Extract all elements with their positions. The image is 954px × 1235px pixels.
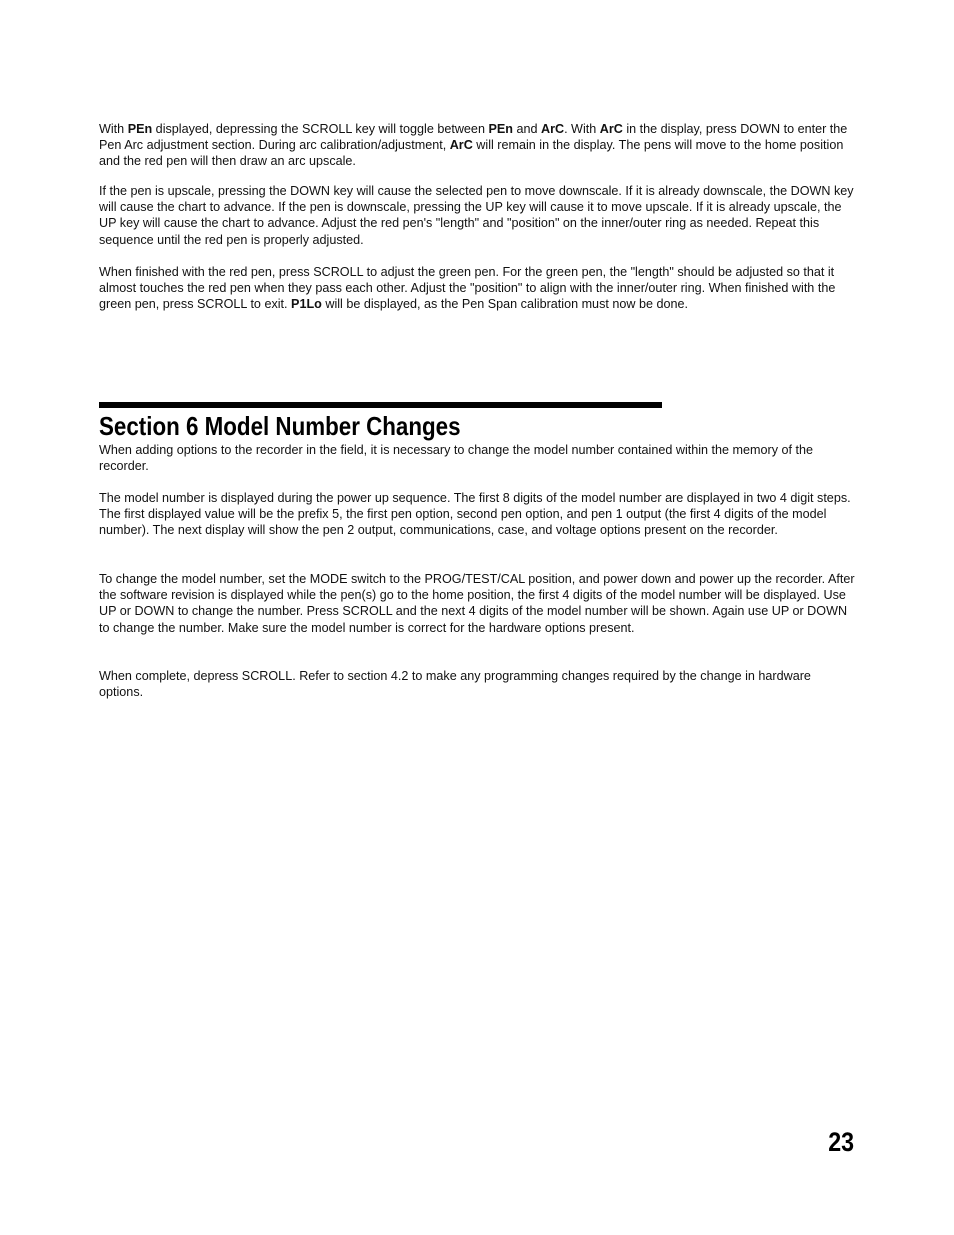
paragraph-model-display: The model number is displayed during the power up sequence. The first 8 digits of the model number are displayed in two 4 digit steps. The first displayed value will be the prefix 5, the first pen option, second pen option, and pen 1 output (the first 4 digits of the model number). The next display will show the pen 2 output, communications, case, and voltage options present on the recorder. bbox=[99, 491, 851, 538]
paragraph-pen-adjustment: If the pen is upscale, pressing the DOWN key will cause the selected pen to move downscale. If it is already downscale, the DOWN key will cause the chart to advance. If the pen is downscale, pressing the UP key will cause it to move upscale. If it is already upscale, the UP key will cause the chart to advance. Adjust the red pen's "length" and "position" on the inner/outer ring as needed. Repeat this sequence until the red pen is properly adjusted. bbox=[99, 184, 854, 247]
display-code-pen: PEn bbox=[127, 122, 153, 136]
paragraph-green-pen bbox=[99, 264, 857, 313]
paragraph-pen-arc-intro bbox=[99, 121, 857, 170]
paragraph-model-intro: When adding options to the recorder in the field, it is necessary to change the model number contained within the memory of the recorder. bbox=[99, 443, 814, 474]
text-run: and bbox=[512, 122, 541, 136]
paragraph-model-complete: When complete, depress SCROLL. Refer to section 4.2 to make any programming changes required by the change in hardware options. bbox=[99, 669, 811, 700]
text-run: When finished with the red pen, press SCROLL to adjust the green pen. For the green pen, the "length" should be adjusted so that it almost touches the red pen when they pass each other. Adjust the "position" to align with the inner/outer ring. When finished with the green pen, press SCROLL to exit. bbox=[99, 265, 836, 312]
display-code-arc: ArC bbox=[449, 138, 473, 153]
display-code-arc: ArC bbox=[540, 122, 565, 136]
text-run: With bbox=[99, 122, 128, 136]
display-code-arc: ArC bbox=[599, 122, 623, 136]
text-run: will be displayed, as the Pen Span calibration must now be done. bbox=[321, 297, 688, 312]
display-code-p1lo: P1Lo bbox=[291, 297, 322, 312]
text-run: in the display, press DOWN to enter the Pen Arc adjustment section. During arc calibration/adjustment, bbox=[99, 122, 848, 153]
text-run: displayed, depressing the SCROLL key will toggle between bbox=[152, 122, 489, 136]
text-run: . With bbox=[564, 122, 600, 136]
section-title: Section 6 Model Number Changes bbox=[99, 411, 461, 441]
paragraph-model-change-steps: To change the model number, set the MODE switch to the PROG/TEST/CAL position, and power down and power up the recorder. After the software revision is displayed while the pen(s) go to the home position, the first 4 digits of the model number will be displayed. Use UP or DOWN to change the number. Press SCROLL and the next 4 digits of the model number will be shown. Again use UP or DOWN to change the number. Make sure the model number is correct for the hardware options present. bbox=[99, 572, 855, 635]
page-number: 23 bbox=[828, 1127, 854, 1157]
display-code-pen: PEn bbox=[488, 122, 513, 136]
text-run: will remain in the display. The pens will move to the home position and the red pen will then draw an arc upscale. bbox=[99, 138, 844, 169]
